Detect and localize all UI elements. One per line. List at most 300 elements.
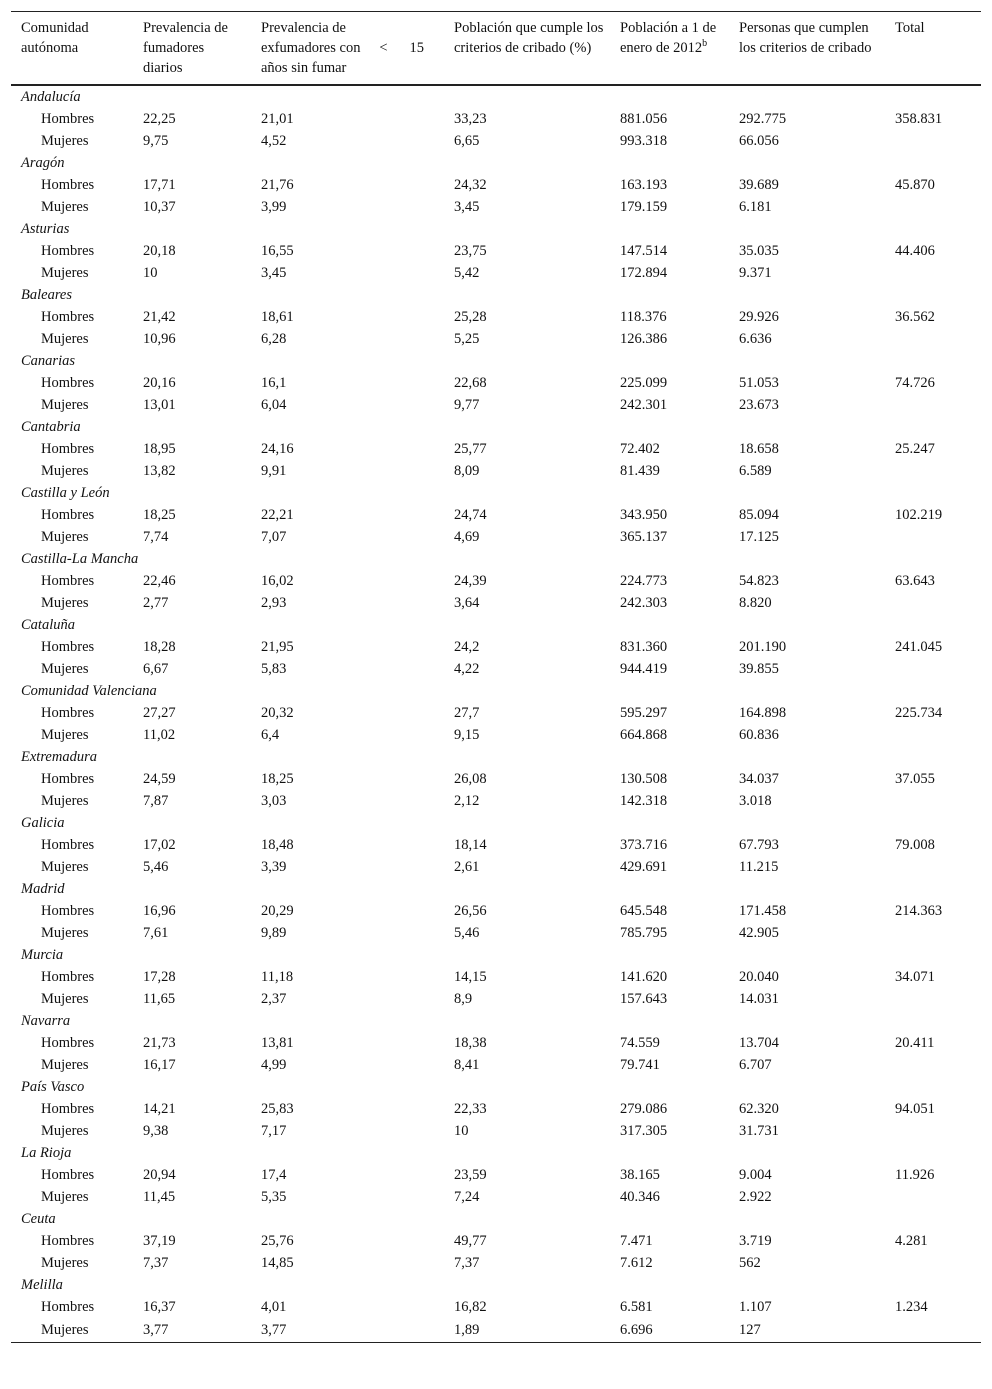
poblacion-cell: 142.318 (620, 793, 668, 809)
poblacion-cell: 40.346 (620, 1189, 660, 1205)
personas-cell: 17.125 (739, 529, 779, 545)
total-cell: 214.363 (895, 903, 943, 919)
total-cell: 4.281 (895, 1233, 928, 1249)
total-cell: 11.926 (895, 1167, 935, 1183)
exfumadores-cell: 16,02 (261, 573, 294, 589)
fumadores-cell: 21,42 (143, 309, 176, 325)
table-row-mujeres (11, 592, 981, 614)
total-cell (885, 922, 981, 944)
criterios-cell: 23,75 (454, 243, 487, 259)
poblacion-cell: 130.508 (620, 771, 668, 787)
table-row-hombres (11, 900, 981, 922)
exfumadores-cell: 16,1 (261, 375, 287, 391)
personas-cell: 42.905 (739, 925, 779, 941)
sex-label: Mujeres (41, 595, 89, 611)
fumadores-cell: 13,01 (143, 397, 176, 413)
table-row-hombres (11, 768, 981, 790)
personas-cell: 8.820 (739, 595, 772, 611)
personas-cell: 66.056 (739, 133, 779, 149)
exfumadores-cell: 3,45 (261, 265, 287, 281)
poblacion-cell: 179.159 (620, 199, 668, 215)
total-cell (885, 592, 981, 614)
fumadores-cell: 37,19 (143, 1233, 176, 1249)
table-row-mujeres (11, 658, 981, 680)
personas-cell: 6.636 (739, 331, 772, 347)
personas-cell: 54.823 (739, 573, 779, 589)
sex-label: Hombres (41, 969, 95, 985)
region-name: Extremadura (21, 749, 97, 765)
total-cell: 102.219 (895, 507, 943, 523)
sex-label: Mujeres (41, 1057, 89, 1073)
personas-cell: 6.589 (739, 463, 772, 479)
total-cell: 63.643 (895, 573, 935, 589)
exfumadores-cell: 9,89 (261, 925, 287, 941)
poblacion-cell: 172.894 (620, 265, 668, 281)
header-total: Total (895, 20, 925, 36)
criterios-cell: 26,56 (454, 903, 487, 919)
personas-cell: 39.855 (739, 661, 779, 677)
exfumadores-cell: 3,77 (251, 1318, 444, 1343)
header-fumadores: Prevalencia de fumadores diarios (143, 20, 228, 76)
exfumadores-cell: 21,95 (261, 639, 294, 655)
exfumadores-cell: 2,93 (261, 595, 287, 611)
personas-cell: 201.190 (739, 639, 787, 655)
sex-label: Hombres (41, 309, 95, 325)
region-row (11, 350, 981, 372)
personas-cell: 2.922 (739, 1189, 772, 1205)
region-name: Aragón (21, 155, 65, 171)
table-row-mujeres (11, 262, 981, 284)
fumadores-cell: 20,18 (143, 243, 176, 259)
header-exfumadores-tail: años sin fumar (261, 60, 347, 76)
criterios-cell: 5,46 (454, 925, 480, 941)
table-row-hombres (11, 1164, 981, 1186)
fumadores-cell: 16,17 (143, 1057, 176, 1073)
personas-cell: 9.004 (739, 1167, 772, 1183)
total-cell (885, 724, 981, 746)
personas-cell: 39.689 (739, 177, 779, 193)
region-row (11, 614, 981, 636)
total-cell: 79.008 (895, 837, 935, 853)
personas-cell: 9.371 (739, 265, 772, 281)
exfumadores-cell: 25,76 (261, 1233, 294, 1249)
sex-label: Hombres (41, 177, 95, 193)
personas-cell: 562 (739, 1255, 761, 1271)
region-name: Galicia (21, 815, 65, 831)
fumadores-cell: 9,38 (143, 1123, 169, 1139)
criterios-cell: 4,69 (454, 529, 480, 545)
poblacion-cell: 79.741 (620, 1057, 660, 1073)
criterios-cell: 16,82 (454, 1299, 487, 1315)
total-cell (885, 658, 981, 680)
region-row (11, 482, 981, 504)
criterios-cell: 26,08 (454, 771, 487, 787)
exfumadores-cell: 7,17 (261, 1123, 287, 1139)
poblacion-cell: 881.056 (620, 111, 668, 127)
fumadores-cell: 10 (143, 265, 158, 281)
poblacion-cell: 429.691 (620, 859, 668, 875)
criterios-cell: 7,37 (454, 1255, 480, 1271)
poblacion-cell: 831.360 (620, 639, 668, 655)
poblacion-cell: 7.471 (620, 1233, 653, 1249)
table-row-mujeres (11, 1054, 981, 1076)
sex-label: Mujeres (41, 1189, 89, 1205)
poblacion-cell: 343.950 (620, 507, 668, 523)
table-row-mujeres (11, 394, 981, 416)
fumadores-cell: 11,65 (143, 991, 176, 1007)
personas-cell: 127 (729, 1318, 885, 1343)
region-row (11, 1274, 981, 1296)
sex-label: Hombres (41, 771, 95, 787)
region-row (11, 944, 981, 966)
table-body (11, 85, 981, 1343)
total-cell: 1.234 (895, 1299, 928, 1315)
sex-label: Hombres (41, 243, 95, 259)
header-exfumadores-threshold (379, 38, 424, 58)
poblacion-cell: 74.559 (620, 1035, 660, 1051)
exfumadores-cell: 21,01 (261, 111, 294, 127)
table-row-mujeres (11, 328, 981, 350)
personas-cell: 11.215 (739, 859, 779, 875)
fumadores-cell: 22,25 (143, 111, 176, 127)
region-name: Castilla-La Mancha (21, 551, 139, 567)
fumadores-cell: 3,77 (133, 1318, 251, 1343)
total-cell: 45.870 (895, 177, 935, 193)
personas-cell: 62.320 (739, 1101, 779, 1117)
fumadores-cell: 7,61 (143, 925, 169, 941)
table-row-hombres (11, 438, 981, 460)
total-cell: 44.406 (895, 243, 935, 259)
table-row-hombres (11, 570, 981, 592)
fumadores-cell: 17,02 (143, 837, 176, 853)
total-cell: 358.831 (895, 111, 943, 127)
table-row-hombres (11, 240, 981, 262)
sex-label: Mujeres (41, 925, 89, 941)
header-row (11, 12, 981, 86)
poblacion-cell: 147.514 (620, 243, 668, 259)
poblacion-cell: 7.612 (620, 1255, 653, 1271)
region-name: Baleares (21, 287, 73, 303)
region-row (11, 1142, 981, 1164)
criterios-cell: 3,64 (454, 595, 480, 611)
total-cell: 241.045 (895, 639, 943, 655)
exfumadores-cell: 7,07 (261, 529, 287, 545)
total-cell (885, 1186, 981, 1208)
criterios-cell: 2,12 (454, 793, 480, 809)
criterios-cell: 1,89 (444, 1318, 610, 1343)
table-row-hombres (11, 306, 981, 328)
header-exfumadores (251, 12, 444, 86)
sex-label: Mujeres (41, 397, 89, 413)
region-name: Ceuta (21, 1211, 56, 1227)
poblacion-cell: 785.795 (620, 925, 668, 941)
table-row-hombres (11, 504, 981, 526)
exfumadores-cell: 20,32 (261, 705, 294, 721)
region-row (11, 152, 981, 174)
poblacion-cell: 664.868 (620, 727, 668, 743)
exfumadores-cell: 14,85 (261, 1255, 294, 1271)
poblacion-cell: 645.548 (620, 903, 668, 919)
sex-label: Hombres (41, 1101, 95, 1117)
criterios-cell: 8,09 (454, 463, 480, 479)
region-name: Madrid (21, 881, 65, 897)
criterios-cell: 23,59 (454, 1167, 487, 1183)
poblacion-cell: 365.137 (620, 529, 668, 545)
fumadores-cell: 11,02 (143, 727, 176, 743)
fumadores-cell: 16,37 (143, 1299, 176, 1315)
total-cell: 74.726 (895, 375, 935, 391)
less-than-symbol: < (379, 40, 388, 56)
table-row-mujeres (11, 460, 981, 482)
exfumadores-cell: 2,37 (261, 991, 287, 1007)
total-cell (885, 526, 981, 548)
criterios-cell: 9,77 (454, 397, 480, 413)
table-row-hombres (11, 966, 981, 988)
personas-cell: 3.719 (739, 1233, 772, 1249)
total-cell: 20.411 (895, 1035, 935, 1051)
poblacion-cell: 595.297 (620, 705, 668, 721)
personas-cell: 34.037 (739, 771, 779, 787)
exfumadores-cell: 3,03 (261, 793, 287, 809)
table-row-mujeres (11, 856, 981, 878)
personas-cell: 14.031 (739, 991, 779, 1007)
fumadores-cell: 18,95 (143, 441, 176, 457)
criterios-cell: 6,65 (454, 133, 480, 149)
region-row (11, 1076, 981, 1098)
exfumadores-cell: 6,28 (261, 331, 287, 347)
exfumadores-cell: 22,21 (261, 507, 294, 523)
total-cell (885, 1318, 981, 1343)
sex-label: Mujeres (41, 727, 89, 743)
region-row (11, 416, 981, 438)
sex-label: Hombres (41, 507, 95, 523)
sex-label: Hombres (41, 705, 95, 721)
region-row (11, 746, 981, 768)
total-cell: 34.071 (895, 969, 935, 985)
total-cell (885, 328, 981, 350)
data-table-container (11, 11, 981, 1343)
total-cell (885, 262, 981, 284)
table-row-mujeres (11, 790, 981, 812)
header-poblacion (610, 12, 729, 86)
criterios-cell: 10 (454, 1123, 469, 1139)
fumadores-cell: 24,59 (143, 771, 176, 787)
total-cell (885, 460, 981, 482)
fumadores-cell: 20,16 (143, 375, 176, 391)
table-row-hombres (11, 1032, 981, 1054)
personas-cell: 67.793 (739, 837, 779, 853)
personas-cell: 171.458 (739, 903, 787, 919)
sex-label: Mujeres (41, 463, 89, 479)
table-row-mujeres (11, 988, 981, 1010)
region-name: Murcia (21, 947, 64, 963)
sex-label: Hombres (41, 1233, 95, 1249)
sex-label: Mujeres (41, 199, 89, 215)
criterios-cell: 24,74 (454, 507, 487, 523)
sex-label: Hombres (41, 441, 95, 457)
table-row-mujeres (11, 130, 981, 152)
total-cell: 25.247 (895, 441, 935, 457)
poblacion-cell: 225.099 (620, 375, 668, 391)
poblacion-cell: 126.386 (620, 331, 668, 347)
sex-label: Mujeres (41, 1255, 89, 1271)
sex-label: Mujeres (41, 529, 89, 545)
criterios-cell: 25,28 (454, 309, 487, 325)
table-row-hombres (11, 702, 981, 724)
fumadores-cell: 18,28 (143, 639, 176, 655)
total-cell: 225.734 (895, 705, 943, 721)
sex-label: Mujeres (41, 793, 89, 809)
personas-cell: 31.731 (739, 1123, 779, 1139)
personas-cell: 1.107 (739, 1299, 772, 1315)
fumadores-cell: 10,37 (143, 199, 176, 215)
criterios-cell: 14,15 (454, 969, 487, 985)
exfumadores-cell: 20,29 (261, 903, 294, 919)
exfumadores-cell: 3,39 (261, 859, 287, 875)
region-name: Melilla (21, 1277, 63, 1293)
fumadores-cell: 7,37 (143, 1255, 169, 1271)
exfumadores-cell: 5,83 (261, 661, 287, 677)
exfumadores-cell: 21,76 (261, 177, 294, 193)
fumadores-cell: 11,45 (143, 1189, 176, 1205)
table-row-hombres (11, 372, 981, 394)
table-row-mujeres (11, 1120, 981, 1142)
total-cell (885, 394, 981, 416)
personas-cell: 164.898 (739, 705, 787, 721)
header-poblacion-text: Población a 1 de enero de 2012 (620, 20, 717, 56)
region-name: Castilla y León (21, 485, 110, 501)
total-cell (885, 856, 981, 878)
table-row-hombres (11, 834, 981, 856)
region-row (11, 680, 981, 702)
exfumadores-cell: 18,48 (261, 837, 294, 853)
poblacion-cell: 279.086 (620, 1101, 668, 1117)
sex-label: Mujeres (11, 1318, 133, 1343)
criterios-cell: 24,32 (454, 177, 487, 193)
fumadores-cell: 18,25 (143, 507, 176, 523)
region-name: Cataluña (21, 617, 75, 633)
table-row-hombres (11, 108, 981, 130)
total-cell: 94.051 (895, 1101, 935, 1117)
exfumadores-cell: 16,55 (261, 243, 294, 259)
exfumadores-cell: 11,18 (261, 969, 294, 985)
sex-label: Mujeres (41, 265, 89, 281)
poblacion-cell: 38.165 (620, 1167, 660, 1183)
region-row (11, 85, 981, 108)
table-row-hombres (11, 1296, 981, 1318)
criterios-cell: 5,25 (454, 331, 480, 347)
table-row-mujeres (11, 196, 981, 218)
header-comunidad: Comunidad autónoma (21, 20, 89, 56)
exfumadores-cell: 18,25 (261, 771, 294, 787)
total-cell (885, 1120, 981, 1142)
fumadores-cell: 10,96 (143, 331, 176, 347)
poblacion-cell: 141.620 (620, 969, 668, 985)
poblacion-cell: 157.643 (620, 991, 668, 1007)
region-row (11, 1208, 981, 1230)
personas-cell: 6.181 (739, 199, 772, 215)
poblacion-cell: 163.193 (620, 177, 668, 193)
exfumadores-cell: 24,16 (261, 441, 294, 457)
personas-cell: 35.035 (739, 243, 779, 259)
exfumadores-cell: 4,52 (261, 133, 287, 149)
header-exfumadores-text: Prevalencia de exfumadores con (261, 20, 361, 56)
sex-label: Hombres (41, 1299, 95, 1315)
table-row-mujeres (11, 1186, 981, 1208)
sex-label: Hombres (41, 111, 95, 127)
sex-label: Mujeres (41, 331, 89, 347)
fumadores-cell: 22,46 (143, 573, 176, 589)
personas-cell: 6.707 (739, 1057, 772, 1073)
table-row-mujeres (11, 1252, 981, 1274)
region-name: Comunidad Valenciana (21, 683, 157, 699)
sex-label: Hombres (41, 903, 95, 919)
exfumadores-cell: 9,91 (261, 463, 287, 479)
sex-label: Mujeres (41, 133, 89, 149)
fumadores-cell: 6,67 (143, 661, 169, 677)
total-cell: 36.562 (895, 309, 935, 325)
personas-cell: 13.704 (739, 1035, 779, 1051)
region-row (11, 812, 981, 834)
criterios-cell: 22,33 (454, 1101, 487, 1117)
region-row (11, 284, 981, 306)
table-row-hombres (11, 1230, 981, 1252)
personas-cell: 85.094 (739, 507, 779, 523)
criterios-cell: 3,45 (454, 199, 480, 215)
screening-table (11, 11, 981, 1343)
table-row-hombres (11, 636, 981, 658)
table-row-mujeres (11, 922, 981, 944)
region-row (11, 878, 981, 900)
fumadores-cell: 17,28 (143, 969, 176, 985)
criterios-cell: 18,38 (454, 1035, 487, 1051)
personas-cell: 20.040 (739, 969, 779, 985)
personas-cell: 51.053 (739, 375, 779, 391)
fumadores-cell: 17,71 (143, 177, 176, 193)
total-cell (885, 1054, 981, 1076)
sex-label: Hombres (41, 1035, 95, 1051)
criterios-cell: 7,24 (454, 1189, 480, 1205)
personas-cell: 60.836 (739, 727, 779, 743)
poblacion-cell: 993.318 (620, 133, 668, 149)
exfumadores-cell: 4,01 (261, 1299, 287, 1315)
criterios-cell: 18,14 (454, 837, 487, 853)
criterios-cell: 33,23 (454, 111, 487, 127)
criterios-cell: 5,42 (454, 265, 480, 281)
criterios-cell: 9,15 (454, 727, 480, 743)
poblacion-cell: 373.716 (620, 837, 668, 853)
total-cell: 37.055 (895, 771, 935, 787)
exfumadores-cell: 17,4 (261, 1167, 287, 1183)
sex-label: Mujeres (41, 991, 89, 1007)
criterios-cell: 24,2 (454, 639, 480, 655)
criterios-cell: 22,68 (454, 375, 487, 391)
region-name: Andalucía (21, 89, 81, 105)
poblacion-cell: 81.439 (620, 463, 660, 479)
sex-label: Hombres (41, 1167, 95, 1183)
poblacion-cell: 317.305 (620, 1123, 668, 1139)
exfumadores-cell: 25,83 (261, 1101, 294, 1117)
header-personas: Personas que cumplen los criterios de cribado (739, 20, 872, 56)
exfumadores-cell: 4,99 (261, 1057, 287, 1073)
fumadores-cell: 7,74 (143, 529, 169, 545)
poblacion-cell: 944.419 (620, 661, 668, 677)
sex-label: Mujeres (41, 859, 89, 875)
total-cell (885, 196, 981, 218)
poblacion-cell: 242.303 (620, 595, 668, 611)
criterios-cell: 8,9 (454, 991, 473, 1007)
sex-label: Hombres (41, 375, 95, 391)
